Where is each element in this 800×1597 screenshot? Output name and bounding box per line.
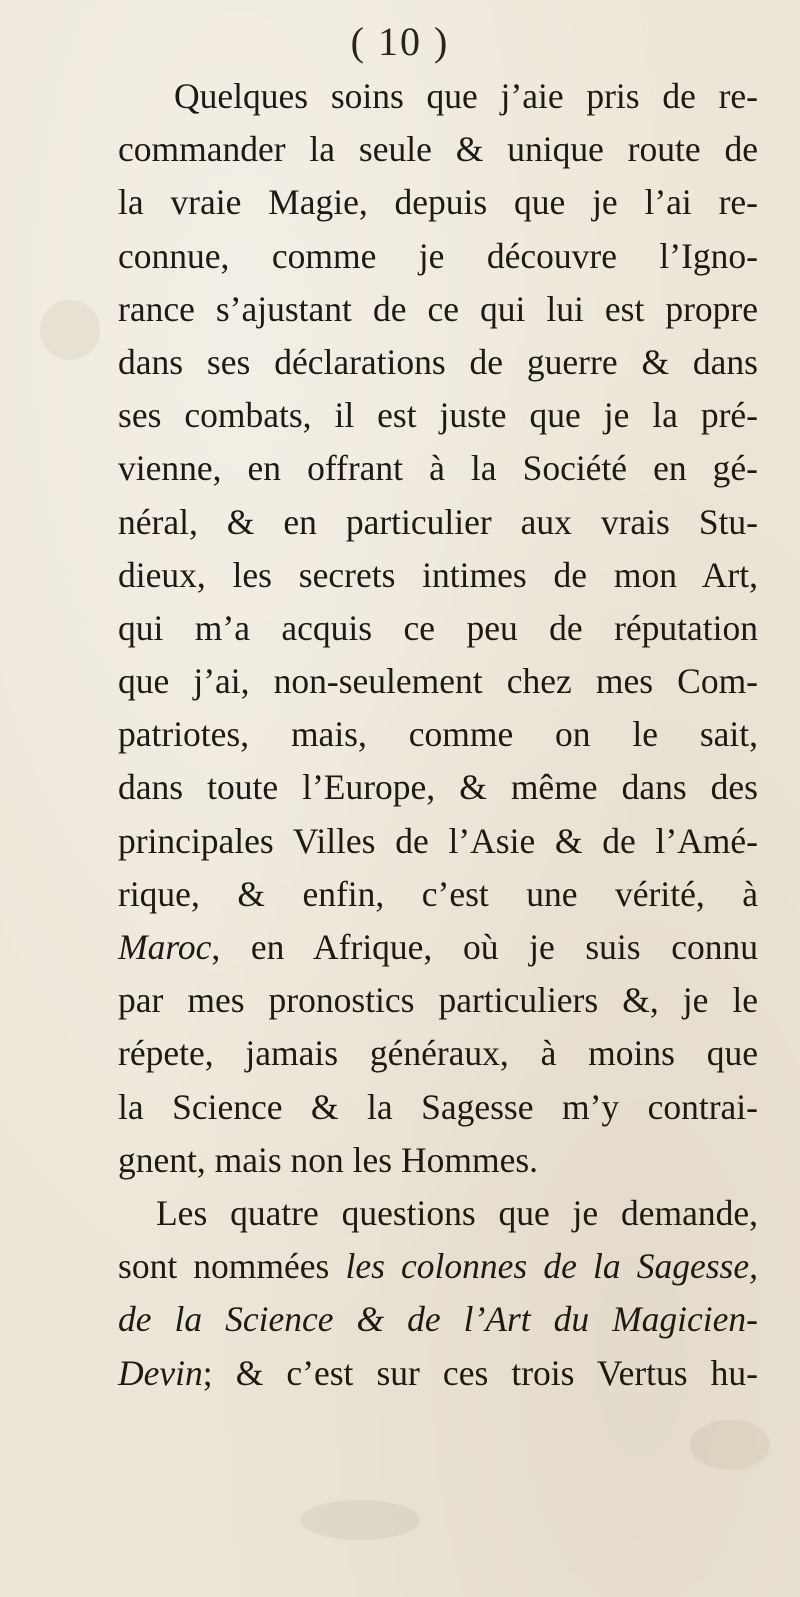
text-line <box>118 761 758 814</box>
paper-stain <box>40 300 100 360</box>
text-segment: par mes pronostics particuliers &, je le <box>118 980 758 1021</box>
text-line <box>118 336 758 389</box>
text-segment: les colonnes de la Sagesse, <box>345 1246 758 1287</box>
text-segment: Devin <box>118 1352 203 1393</box>
text-segment: patriotes, mais, comme on le sait, <box>118 714 758 755</box>
text-segment: principales Villes de l’Asie & de l’Amé- <box>118 820 758 861</box>
text-line <box>118 1187 758 1240</box>
text-line <box>118 974 758 1027</box>
text-line <box>118 283 758 336</box>
text-line <box>118 1293 758 1346</box>
text-segment: la Science & la Sagesse m’y contrai- <box>118 1086 758 1127</box>
text-line <box>118 1134 758 1187</box>
text-line <box>118 230 758 283</box>
text-line <box>118 708 758 761</box>
paper-stain <box>690 1420 770 1470</box>
text-segment: rique, & enfin, c’est une vérité, à <box>118 873 758 914</box>
text-segment: la vraie Magie, depuis que je l’ai re- <box>118 182 758 223</box>
text-segment: Les quatre questions que je demande, <box>156 1192 758 1233</box>
page-number: ( 10 ) <box>350 19 450 64</box>
text-segment: vienne, en offrant à la Société en gé- <box>118 448 758 489</box>
text-line <box>118 921 758 974</box>
text-segment: dans ses déclarations de guerre & dans <box>118 341 758 382</box>
text-line <box>118 176 758 229</box>
text-segment: néral, & en particulier aux vrais Stu- <box>118 501 758 542</box>
text-segment: sont nommées <box>118 1246 346 1287</box>
text-line <box>118 389 758 442</box>
text-segment: ses combats, il est juste que je la pré- <box>118 395 758 436</box>
body-text <box>118 70 758 1400</box>
text-line <box>118 549 758 602</box>
text-line <box>118 1081 758 1134</box>
text-segment: Quelques soins que j’aie pris de re- <box>174 76 758 116</box>
text-segment: qui m’a acquis ce peu de réputation <box>118 607 758 648</box>
text-segment: connue, comme je découvre l’Igno- <box>118 235 758 276</box>
text-segment: que j’ai, non-seulement chez mes Com- <box>118 661 758 702</box>
text-segment: gnent, mais non les Hommes. <box>118 1139 539 1180</box>
text-line <box>118 655 758 708</box>
text-segment: dans toute l’Europe, & même dans des <box>118 767 758 808</box>
text-segment: dieux, les secrets intimes de mon Art, <box>118 554 758 595</box>
text-segment: rance s’ajustant de ce qui lui est propre <box>118 288 758 329</box>
text-segment: de la Science & de l’Art du Magicien- <box>118 1299 758 1340</box>
text-line <box>118 602 758 655</box>
text-segment: , en Afrique, où je suis connu <box>211 927 758 967</box>
text-segment: répete, jamais généraux, à moins que <box>118 1033 758 1074</box>
text-segment: commander la seule & unique route de <box>118 129 758 170</box>
text-line <box>118 442 758 495</box>
text-line <box>118 123 758 176</box>
paper-stain <box>300 1500 420 1540</box>
text-line <box>118 1240 758 1293</box>
text-line <box>118 815 758 868</box>
text-line <box>118 496 758 549</box>
text-line <box>118 70 758 123</box>
text-line <box>118 1347 758 1400</box>
text-line <box>118 1027 758 1080</box>
text-line <box>118 868 758 921</box>
text-segment: ; & c’est sur ces trois Vertus hu- <box>202 1352 758 1393</box>
text-segment: Maroc <box>118 927 212 967</box>
